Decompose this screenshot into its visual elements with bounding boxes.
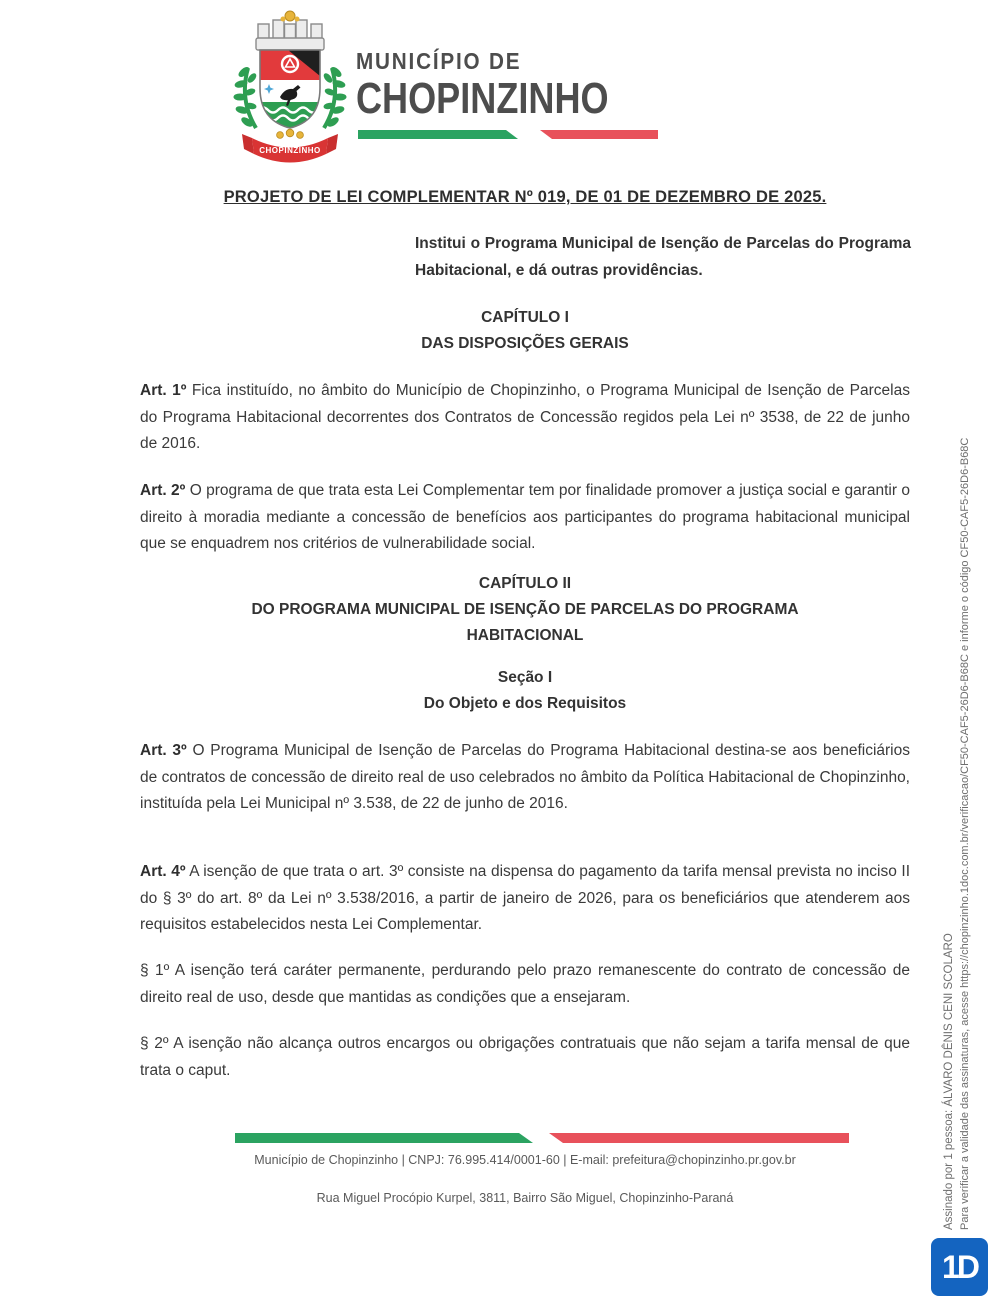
municipality-wordmark — [356, 48, 676, 121]
onedoc-logo-text: 1D — [942, 1248, 977, 1285]
ribbon-icon — [242, 134, 338, 163]
chopinzinho-coat-of-arms — [228, 6, 352, 172]
art-4-lead: Art. 4º — [140, 863, 186, 880]
section-1-heading — [140, 665, 910, 717]
chapter-2-heading — [140, 571, 910, 649]
footer-contact-line: Município de Chopinzinho | CNPJ: 76.995.414/0001-60 | E-mail: prefeitura@chopinzinho.pr.gov.br — [254, 1153, 796, 1167]
crown-gold-ornament-icon — [281, 11, 300, 22]
paragraph-art-2 — [140, 478, 910, 558]
wordmark-line2: CHOPINZINHO — [356, 74, 609, 123]
art-2-lead: Art. 2º — [140, 482, 186, 499]
wordmark-line1: MUNICÍPIO DE — [356, 48, 522, 74]
right-branch-icon — [323, 66, 346, 128]
header-green-bar — [358, 130, 518, 139]
chapter-2-number: CAPÍTULO II — [478, 575, 572, 592]
paragraph-2: § 2º A isenção não alcança outros encargos ou obrigações contratuais que não sejam a tarifa mensal de que trata o caput. — [140, 1035, 910, 1079]
paragraph-art-1 — [140, 378, 910, 458]
chapter-1-heading — [140, 305, 910, 357]
onedoc-logo — [931, 1238, 988, 1296]
chapter-2-title-line1: DO PROGRAMA MUNICIPAL DE ISENÇÃO DE PARCELAS DO PROGRAMA — [251, 601, 799, 618]
footer-red-bar — [549, 1133, 849, 1143]
chapter-1-number: CAPÍTULO I — [481, 309, 569, 326]
ribbon-text: CHOPINZINHO — [259, 146, 321, 155]
ribbon-gold-ornament-icon — [277, 129, 304, 138]
art-3-text: O Programa Municipal de Isenção de Parcelas do Programa Habitacional destina-se aos beneficiários de contratos de concessão de direito real de uso celebrados no âmbito da Política Habitacional de Chopinzinho, instituída pela Lei Municipal nº 3.538, de 22 de junho de 2016. — [140, 742, 910, 812]
footer-green-bar — [235, 1133, 533, 1143]
section-1-title: Do Objeto e dos Requisitos — [423, 695, 627, 712]
section-1-number: Seção I — [497, 669, 553, 686]
art-1-text: Fica instituído, no âmbito do Município de Chopinzinho, o Programa Municipal de Isenção de Parcelas do Programa Habitacional decorrentes dos Contratos de Concessão regidos pela Lei nº 3538, de 22 de junho de 2016. — [140, 382, 910, 452]
art-2-text: O programa de que trata esta Lei Complementar tem por finalidade promover a justiça social e garantir o direito à moradia mediante a concessão de benefícios aos participantes do programa habitacional municipal que se enquadrem nos critérios de vulnerabilidade social. — [140, 482, 910, 552]
document-title: PROJETO DE LEI COMPLEMENTAR Nº 019, DE 01 DE DEZEMBRO DE 2025. — [223, 188, 827, 206]
ementa-text: Institui o Programa Municipal de Isenção de Parcelas do Programa Habitacional, e dá outras providências. — [415, 235, 911, 279]
header-red-bar — [540, 130, 658, 139]
chapter-1-title: DAS DISPOSIÇÕES GERAIS — [421, 335, 629, 352]
left-branch-icon — [234, 66, 257, 128]
footer-address-line: Rua Miguel Procópio Kurpel, 3811, Bairro São Miguel, Chopinzinho-Paraná — [316, 1191, 734, 1205]
shield-icon — [258, 50, 328, 132]
paragraph-art-3 — [140, 738, 910, 818]
paragraph-1: § 1º A isenção terá caráter permanente, perdurando pelo prazo remanescente do contrato de concessão de direito real de uso, desde que mantidas as condições que a ensejaram. — [140, 962, 910, 1006]
paragraph-art-4 — [140, 859, 910, 939]
signature-verify-line: Para verificar a validade das assinaturas, acesse https://chopinzinho.1doc.com.br/verificacao/CF50-CAF5-26D6-B68C e informe o código CF50-CAF5-26D6-B68C — [959, 437, 971, 1230]
art-1-lead: Art. 1º — [140, 382, 187, 399]
art-3-lead: Art. 3º — [140, 742, 187, 759]
chapter-2-title-line2: HABITACIONAL — [466, 627, 584, 644]
mural-crown-icon — [256, 20, 324, 50]
art-4-text: A isenção de que trata o art. 3º consiste na dispensa do pagamento da tarifa mensal prevista no inciso II do § 3º do art. 8º da Lei nº 3.538/2016, a partir de janeiro de 2026, para os beneficiários que atenderem aos requisitos estabelecidos nesta Lei Complementar. — [140, 863, 910, 933]
signature-signed-line: Assinado por 1 pessoa: ÁLVARO DÊNIS CENI SCOLARO — [943, 933, 955, 1230]
